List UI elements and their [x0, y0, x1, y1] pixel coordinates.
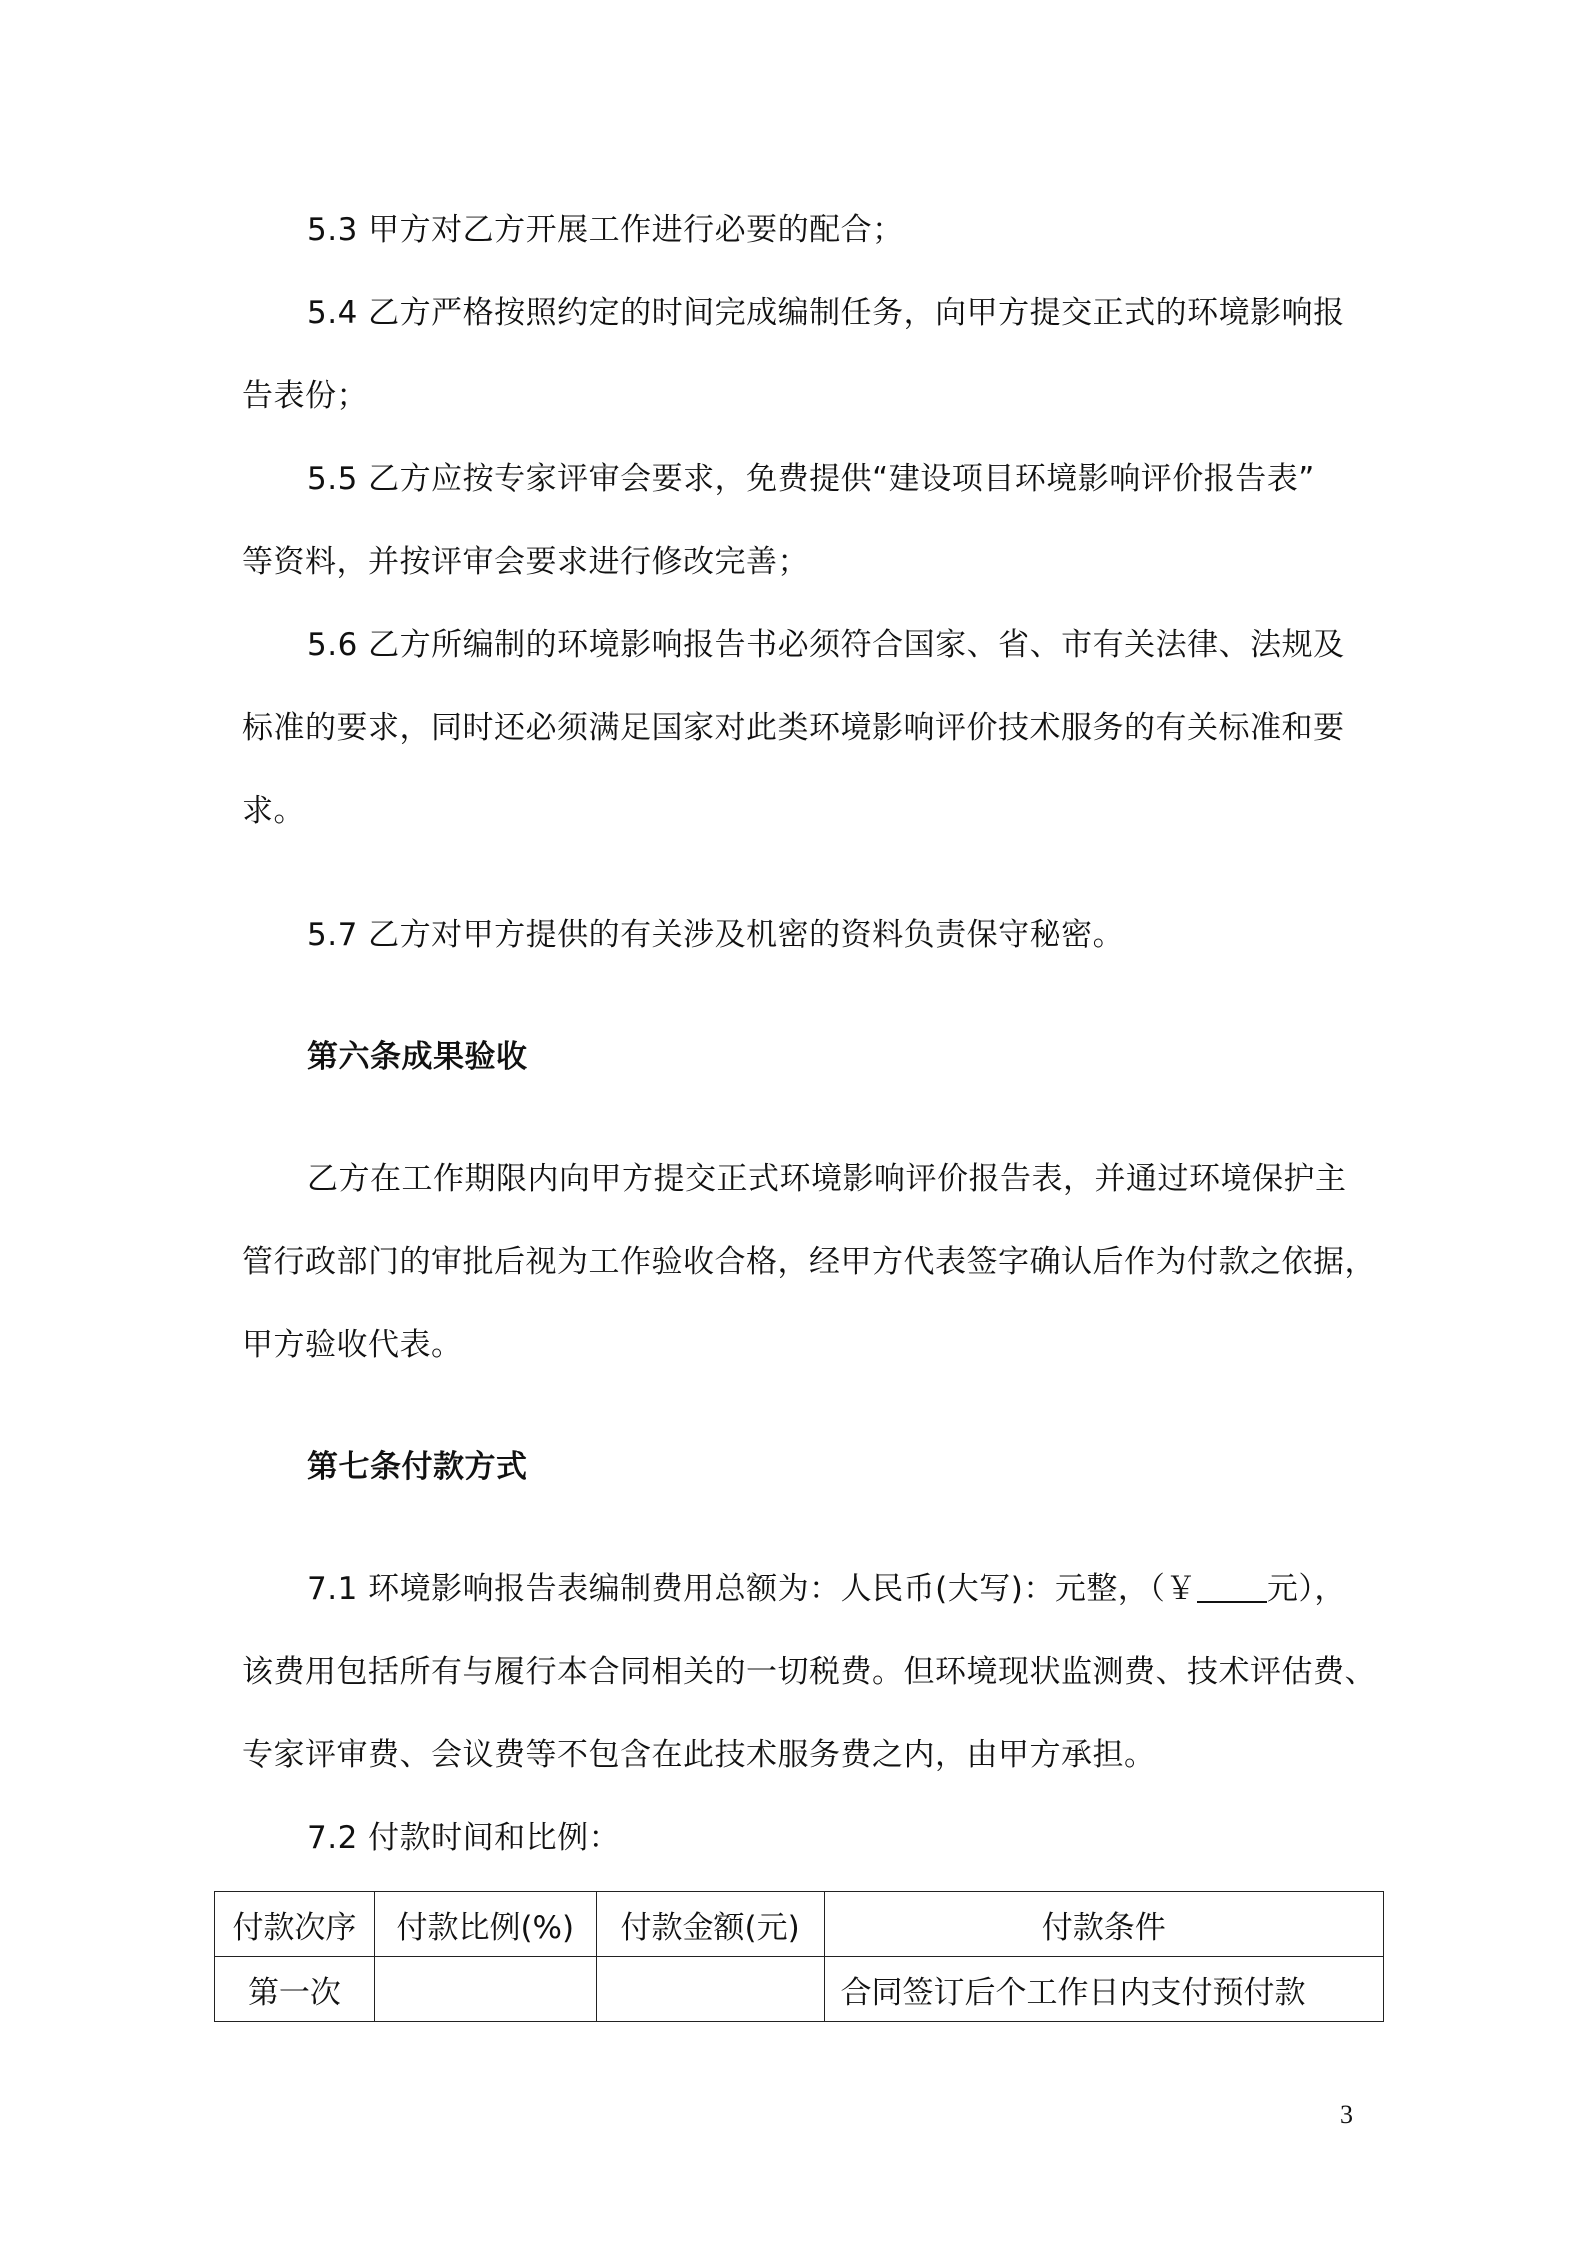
article-7-heading: 第七条付款方式: [307, 1449, 528, 1485]
clause-5-5-cont: 等资料，并按评审会要求进行修改完善；: [242, 544, 809, 580]
clause-7-1: [307, 1567, 1346, 1611]
cell-payment-condition: 合同签订后个工作日内支付预付款: [824, 1957, 1383, 2022]
cell-payment-ratio: [374, 1957, 596, 2022]
table-row: [215, 1957, 1384, 2022]
header-payment-ratio: 付款比例(%): [374, 1892, 596, 1957]
clause-5-4-cont: 告表份；: [242, 378, 368, 414]
clause-7-2: 7.2 付款时间和比例：: [307, 1820, 621, 1856]
cell-payment-amount: [596, 1957, 824, 2022]
clause-7-1-text-before: 7.1 环境影响报告表编制费用总额为：人民币(大写)：元整，（￥: [307, 1571, 1197, 1607]
clause-7-1-text-after: 元），: [1266, 1571, 1346, 1607]
clause-5-3: 5.3 甲方对乙方开展工作进行必要的配合；: [307, 212, 904, 248]
article-6-para-1: 乙方在工作期限内向甲方提交正式环境影响评价报告表，并通过环境保护主: [307, 1161, 1347, 1197]
clause-7-1-cont-1: 该费用包括所有与履行本合同相关的一切税费。但环境现状监测费、技术评估费、: [242, 1654, 1376, 1690]
clause-7-1-cont-2: 专家评审费、会议费等不包含在此技术服务费之内，由甲方承担。: [242, 1737, 1156, 1773]
header-payment-amount: 付款金额(元): [596, 1892, 824, 1957]
payment-table-header-row: [215, 1892, 1384, 1957]
clause-5-6-cont-1: 标准的要求，同时还必须满足国家对此类环境影响评价技术服务的有关标准和要: [242, 710, 1345, 746]
payment-table: [214, 1891, 1384, 2022]
clause-5-7: 5.7 乙方对甲方提供的有关涉及机密的资料负责保守秘密。: [307, 917, 1125, 953]
header-payment-condition: 付款条件: [824, 1892, 1383, 1957]
header-payment-order: 付款次序: [215, 1892, 375, 1957]
article-6-para-3: 甲方验收代表。: [242, 1327, 463, 1363]
clause-5-5: 5.5 乙方应按专家评审会要求，免费提供“建设项目环境影响评价报告表”: [307, 461, 1315, 497]
clause-5-4: 5.4 乙方严格按照约定的时间完成编制任务，向甲方提交正式的环境影响报: [307, 295, 1345, 331]
clause-5-6-cont-2: 求。: [242, 793, 305, 829]
clause-5-6: 5.6 乙方所编制的环境影响报告书必须符合国家、省、市有关法律、法规及: [307, 627, 1345, 663]
article-6-para-2: 管行政部门的审批后视为工作验收合格，经甲方代表签字确认后作为付款之依据，: [242, 1244, 1376, 1280]
page-number: 3: [1340, 2100, 1353, 2129]
cell-payment-order: 第一次: [215, 1957, 375, 2022]
article-6-heading: 第六条成果验收: [307, 1039, 528, 1075]
amount-blank-line: [1197, 1571, 1267, 1603]
